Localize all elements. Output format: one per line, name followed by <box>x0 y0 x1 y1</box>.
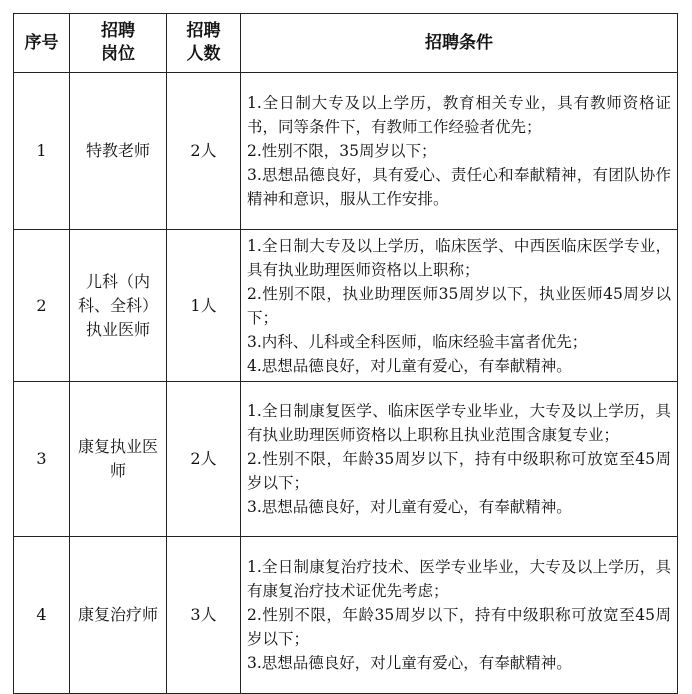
condition-item: 1.全日制康复医学、临床医学专业毕业，大专及以上学历，具有执业助理医师资格以上职称且执业范围含康复专业； <box>247 402 671 444</box>
cell-conditions <box>241 537 678 694</box>
condition-item: 1.全日制康复治疗技术、医学专业毕业，大专及以上学历，具有康复治疗技术证优先考虑； <box>247 558 671 600</box>
cell-conditions <box>241 73 678 230</box>
header-count-label: 招聘人数 <box>186 21 221 64</box>
table-row <box>14 537 678 694</box>
cell-conditions <box>241 382 678 537</box>
condition-item: 3.思想品德良好，具有爱心、责任心和奉献精神，有团队协作精神和意识，服从工作安排。 <box>247 166 671 208</box>
condition-item: 3.思想品德良好，对儿童有爱心，有奉献精神。 <box>247 654 572 672</box>
condition-item: 4.思想品德良好，对儿童有爱心，有奉献精神。 <box>247 356 572 375</box>
condition-item: 2.性别不限，35周岁以下； <box>247 142 437 160</box>
header-position-label: 招聘岗位 <box>101 21 135 64</box>
condition-item: 3.内科、儿科或全科医师，临床经验丰富者优先； <box>247 332 588 351</box>
condition-item: 1.全日制大专及以上学历，临床医学、中西医临床医学专业，具有执业助理医师资格以上职称； <box>247 236 671 279</box>
cell-count: 3人 <box>167 537 241 694</box>
header-position <box>70 14 167 73</box>
cell-position: 特教老师 <box>70 73 167 230</box>
cell-count: 2人 <box>167 73 241 230</box>
cell-count: 1人 <box>167 230 241 382</box>
header-conditions: 招聘条件 <box>241 14 678 73</box>
cell-position: 康复治疗师 <box>70 537 167 694</box>
condition-item: 3.思想品德良好，对儿童有爱心，有奉献精神。 <box>247 498 572 516</box>
header-row <box>14 14 678 73</box>
cell-seq: 3 <box>14 382 70 537</box>
condition-item: 2.性别不限，年龄35周岁以下，持有中级职称可放宽至45周岁以下； <box>247 606 671 648</box>
cell-seq: 1 <box>14 73 70 230</box>
header-count <box>167 14 241 73</box>
cell-count: 2人 <box>167 382 241 537</box>
cell-position: 康复执业医师 <box>70 382 167 537</box>
header-seq: 序号 <box>14 14 70 73</box>
condition-item: 2.性别不限，年龄35周岁以下，持有中级职称可放宽至45周岁以下； <box>247 450 671 492</box>
table-row <box>14 230 678 382</box>
cell-position: 儿科（内科、全科）执业医师 <box>70 230 167 382</box>
cell-seq: 2 <box>14 230 70 382</box>
cell-conditions <box>241 230 678 382</box>
table-row <box>14 73 678 230</box>
condition-item: 1.全日制大专及以上学历，教育相关专业，具有教师资格证书，同等条件下，有教师工作经验者优先； <box>247 94 671 136</box>
cell-seq: 4 <box>14 537 70 694</box>
table-row <box>14 382 678 537</box>
condition-item: 2.性别不限，执业助理医师35周岁以下，执业医师45周岁以下； <box>247 284 671 327</box>
recruitment-table <box>13 13 678 694</box>
